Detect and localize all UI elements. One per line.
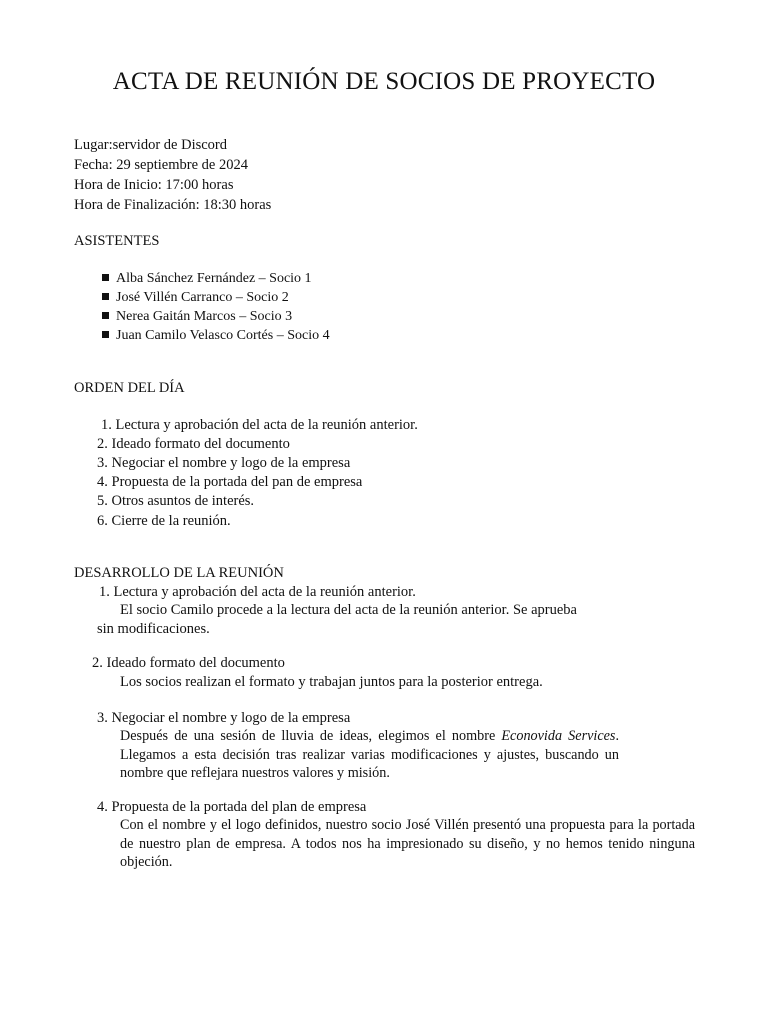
asistente-item: Alba Sánchez Fernández – Socio 1 bbox=[102, 271, 312, 287]
section-title: 1. Lectura y aprobación del acta de la reunión anterior. bbox=[99, 584, 416, 600]
section-text: Los socios realizan el formato y trabajan juntos para la posterior entrega. bbox=[120, 674, 543, 690]
document-title: ACTA DE REUNIÓN DE SOCIOS DE PROYECTO bbox=[112, 68, 656, 95]
orden-item: 3. Negociar el nombre y logo de la empresa bbox=[97, 455, 351, 471]
section-text: El socio Camilo procede a la lectura del acta de la reunión anterior. Se aprueba bbox=[120, 602, 577, 618]
info-hora-fin: Hora de Finalización: 18:30 horas bbox=[74, 197, 272, 213]
info-hora-inicio: Hora de Inicio: 17:00 horas bbox=[74, 177, 234, 193]
bullet-square-icon bbox=[102, 331, 109, 338]
section-text: sin modificaciones. bbox=[97, 621, 210, 637]
orden-heading: ORDEN DEL DÍA bbox=[74, 380, 185, 396]
bullet-square-icon bbox=[102, 312, 109, 319]
asistente-item: Nerea Gaitán Marcos – Socio 3 bbox=[102, 309, 292, 325]
section-title: 3. Negociar el nombre y logo de la empresa bbox=[97, 710, 351, 726]
orden-item: 2. Ideado formato del documento bbox=[97, 436, 290, 452]
bullet-square-icon bbox=[102, 274, 109, 281]
info-fecha: Fecha: 29 septiembre de 2024 bbox=[74, 157, 248, 173]
section-text: Con el nombre y el logo definidos, nuestro socio José Villén presentó una propuesta para la portada de nuestro plan de empresa. A todos nos ha impresionado su diseño, y no hemos tenido ninguna objeción. bbox=[120, 817, 695, 870]
section-title: 4. Propuesta de la portada del plan de empresa bbox=[97, 799, 367, 815]
orden-item: 4. Propuesta de la portada del pan de empresa bbox=[97, 474, 363, 490]
desarrollo-heading: DESARROLLO DE LA REUNIÓN bbox=[74, 565, 284, 581]
orden-item: 1. Lectura y aprobación del acta de la reunión anterior. bbox=[101, 417, 418, 433]
section-title: 2. Ideado formato del documento bbox=[92, 655, 285, 671]
asistente-item: José Villén Carranco – Socio 2 bbox=[102, 290, 289, 306]
info-lugar: Lugar:servidor de Discord bbox=[74, 137, 228, 153]
asistentes-heading: ASISTENTES bbox=[74, 233, 160, 249]
section-text: Después de una sesión de lluvia de ideas, elegimos el nombre Econovida Services. Llegamos a esta decisión tras realizar varias modificaciones y ajustes, buscando un nombre que reflejara nuestros valores y misión. bbox=[120, 728, 619, 781]
bullet-square-icon bbox=[102, 293, 109, 300]
asistente-item: Juan Camilo Velasco Cortés – Socio 4 bbox=[102, 328, 330, 344]
orden-item: 6. Cierre de la reunión. bbox=[97, 513, 231, 529]
orden-item: 5. Otros asuntos de interés. bbox=[97, 493, 255, 509]
